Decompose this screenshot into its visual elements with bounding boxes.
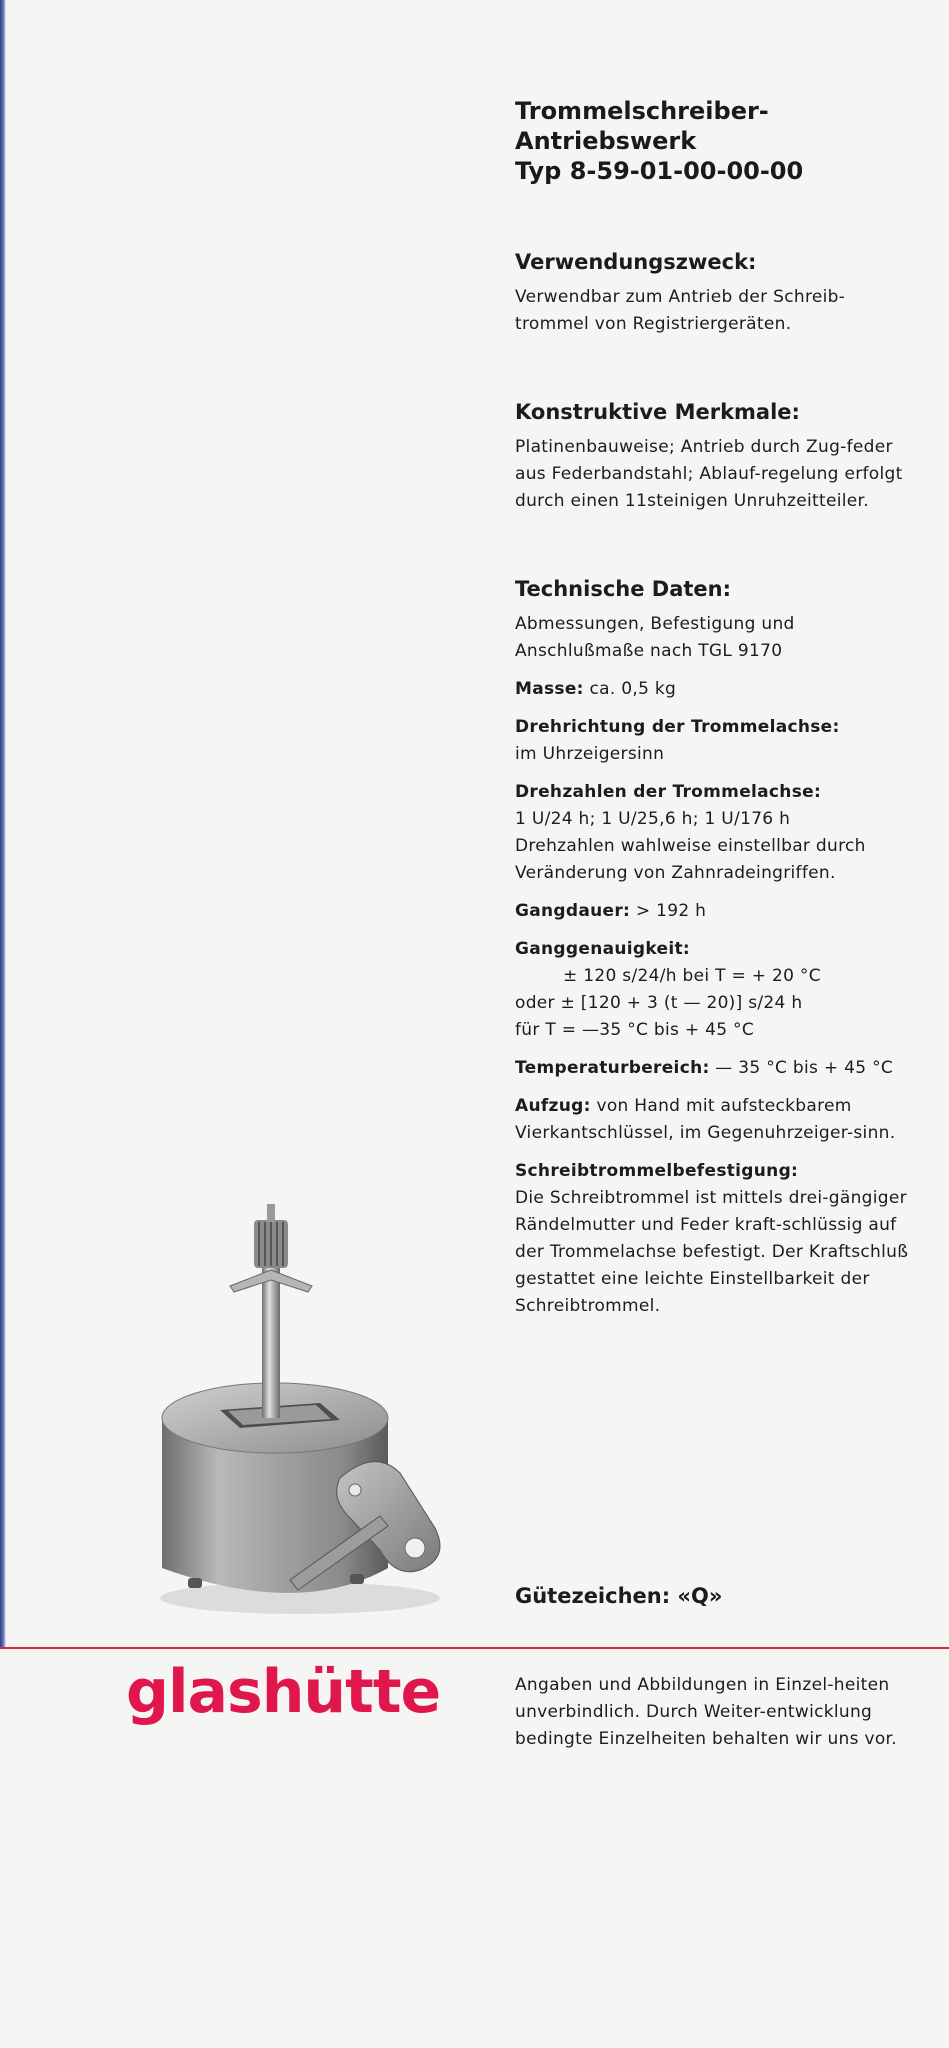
text-column	[515, 96, 915, 1320]
direction-item	[515, 714, 915, 768]
accuracy-label: Ganggenauigkeit:	[515, 939, 690, 959]
winding-value: von Hand mit aufsteckbarem Vierkantschlüssel, im Gegenuhrzeiger-sinn.	[515, 1096, 896, 1143]
tech-section	[515, 575, 915, 1320]
disclaimer-text: Angaben und Abbildungen in Einzel-heiten unverbindlich. Durch Weiter-entwicklung bedingte Einzelheiten behalten wir uns vor.	[515, 1675, 897, 1749]
temp-value: — 35 °C bis + 45 °C	[715, 1058, 894, 1078]
runtime-label: Gangdauer:	[515, 901, 631, 921]
features-section	[515, 398, 915, 515]
speeds-label: Drehzahlen der Trommelachse:	[515, 782, 822, 802]
mount-item	[515, 1158, 915, 1320]
purpose-text: Verwendbar zum Antrieb der Schreib-trommel von Registriergeräten.	[515, 287, 846, 334]
runtime-item	[515, 898, 915, 925]
runtime-value: > 192 h	[635, 901, 707, 921]
temp-item	[515, 1055, 915, 1082]
purpose-heading: Verwendungszweck:	[515, 250, 757, 274]
accuracy-line-3: für T = —35 °C bis + 45 °C	[515, 1020, 755, 1040]
document-title	[515, 96, 915, 186]
accuracy-line-1: ± 120 s/24/h bei T = + 20 °C	[563, 966, 821, 986]
mass-item	[515, 676, 915, 703]
direction-label: Drehrichtung der Trommelachse:	[515, 717, 840, 737]
accuracy-line-2: oder ± [120 + 3 (t — 20)] s/24 h	[515, 993, 803, 1013]
winding-item	[515, 1093, 915, 1147]
accuracy-item	[515, 936, 915, 1044]
mount-label: Schreibtrommelbefestigung:	[515, 1161, 799, 1181]
mass-value: ca. 0,5 kg	[589, 679, 677, 699]
mount-value: Die Schreibtrommel ist mittels drei-gängiger Rändelmutter und Feder kraft-schlüssig auf der Trommelachse befestigt. Der Kraftschluß gestattet eine leichte Einstellbarkeit der Schreibtrommel.	[515, 1188, 909, 1316]
speeds-item	[515, 779, 915, 887]
title-line-1: Trommelschreiber-	[515, 97, 769, 125]
glashuette-logo: glashütte	[126, 1657, 441, 1727]
mass-label: Masse:	[515, 679, 584, 699]
tech-intro: Abmessungen, Befestigung und Anschlußmaße nach TGL 9170	[515, 614, 795, 661]
drive-unit-photo	[150, 1198, 470, 1628]
speeds-line-2: Drehzahlen wahlweise einstellbar durch Veränderung von Zahnradeingriffen.	[515, 836, 866, 883]
speeds-line-1: 1 U/24 h; 1 U/25,6 h; 1 U/176 h	[515, 809, 791, 829]
features-text: Platinenbauweise; Antrieb durch Zug-feder aus Federbandstahl; Ablauf-regelung erfolgt durch einen 11steinigen Unruhzeitteiler.	[515, 437, 903, 511]
tech-heading: Technische Daten:	[515, 577, 732, 601]
temp-label: Temperaturbereich:	[515, 1058, 710, 1078]
title-line-3: Typ 8-59-01-00-00-00	[515, 157, 804, 185]
direction-value: im Uhrzeigersinn	[515, 744, 665, 764]
title-line-2: Antriebswerk	[515, 127, 697, 155]
winding-label: Aufzug:	[515, 1096, 591, 1116]
features-heading: Konstruktive Merkmale:	[515, 400, 800, 424]
red-divider-line	[0, 1647, 949, 1649]
quality-mark: Gütezeichen: «Q»	[515, 1584, 723, 1608]
left-edge-stripe	[0, 0, 6, 1648]
purpose-section	[515, 248, 915, 338]
